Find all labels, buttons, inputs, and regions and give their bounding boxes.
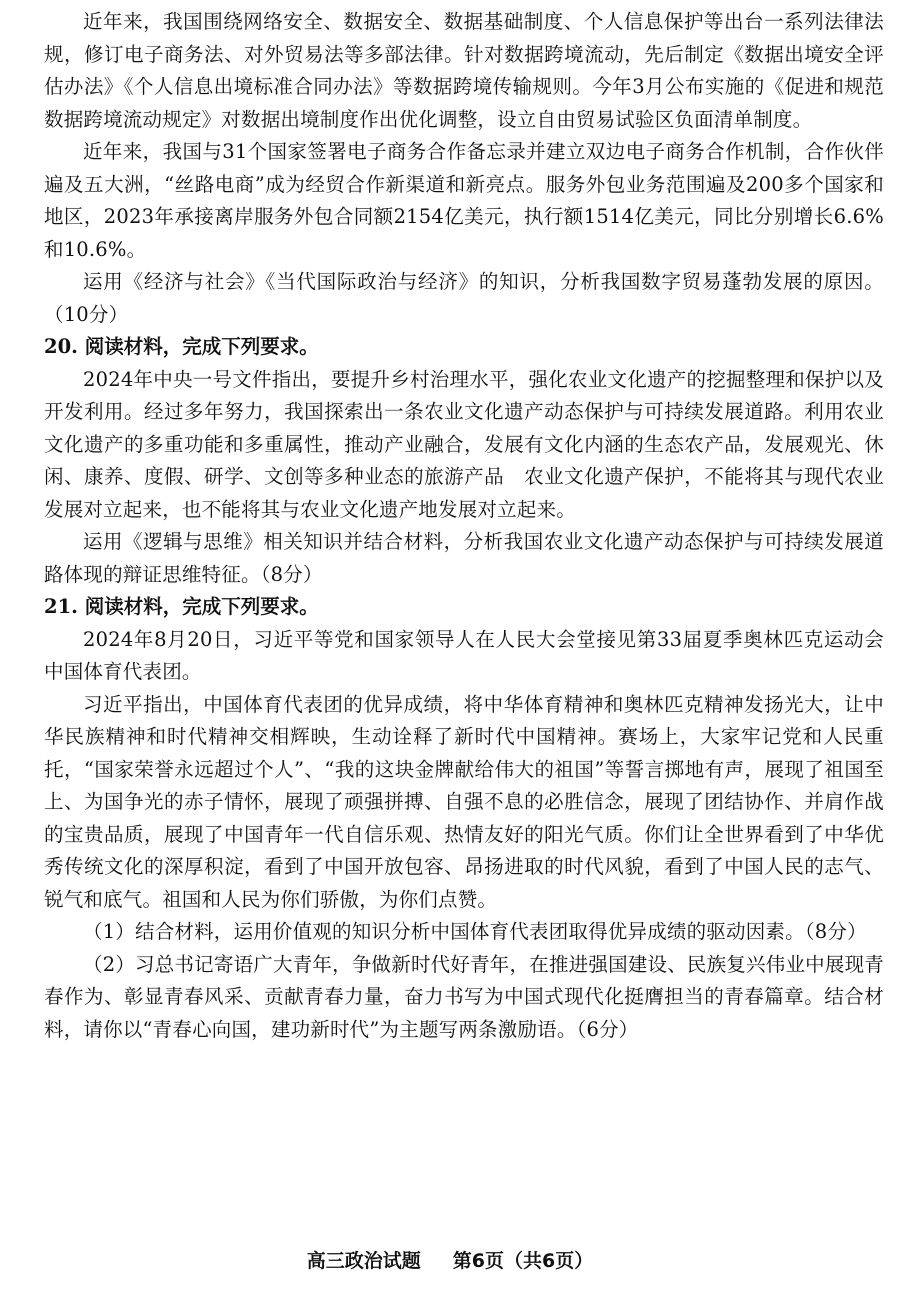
footer-title: 高三政治试题	[306, 1250, 421, 1272]
material-paragraph-2: 近年来，我国与31个国家签署电子商务合作备忘录并建立双边电子商务合作机制，合作伙伴遍及五大洲，“丝路电商”成为经贸合作新渠道和新亮点。服务外包业务范围遍及200多个国家和地区，2023年承接离岸服务外包合同额2154亿美元，执行额1514亿美元，同比分别增长6.6%和10.6%。	[44, 140, 884, 261]
exam-page	[44, 6, 884, 1046]
question-20-requirement: 运用《逻辑与思维》相关知识并结合材料，分析我国农业文化遗产动态保护与可持续发展道路体现的辩证思维特征。（8分）	[44, 530, 884, 586]
question-21-sub-1: （1）结合材料，运用价值观的知识分析中国体育代表团取得优异成绩的驱动因素。（8分）	[83, 920, 867, 943]
question-21-material-2: 习近平指出，中国体育代表团的优异成绩，将中华体育精神和奥林匹克精神发扬光大，让中华民族精神和时代精神交相辉映，生动诠释了新时代中国精神。赛场上，大家牢记党和人民重托，“国家荣誉永远超过个人”、“我的这块金牌献给伟大的祖国”等誓言掷地有声，展现了祖国至上、为国争光的赤子情怀，展现了顽强拼搏、自强不息的必胜信念，展现了团结协作、并肩作战的宝贵品质，展现了中国青年一代自信乐观、热情友好的阳光气质。你们让全世界看到了中华优秀传统文化的深厚积淀，看到了中国开放包容、昂扬进取的时代风貌，看到了中国人民的志气、锐气和底气。祖国和人民为你们骄傲，为你们点赞。	[44, 692, 884, 911]
material-paragraph-1: 近年来，我国围绕网络安全、数据安全、数据基础制度、个人信息保护等出台一系列法律法规，修订电子商务法、对外贸易法等多部法律。针对数据跨境流动，先后制定《数据出境安全评估办法》《个人信息出境标准合同办法》等数据跨境传输规则。今年3月公布实施的《促进和规范数据跨境流动规定》对数据出境制度作出优化调整，设立自由贸易试验区负面清单制度。	[44, 10, 884, 131]
question-21-sub-2: （2）习总书记寄语广大青年，争做新时代好青年，在推进强国建设、民族复兴伟业中展现青春作为、彰显青春风采、贡献青春力量，奋力书写为中国式现代化挺膺担当的青春篇章。结合材料，请你以“青春心向国，建功新时代”为主题写两条激励语。（6分）	[44, 952, 884, 1041]
question-20-material: 2024年中央一号文件指出，要提升乡村治理水平，强化农业文化遗产的挖掘整理和保护以及开发利用。经过多年努力，我国探索出一条农业文化遗产动态保护与可持续发展道路。利用农业文化遗产的多重功能和多重属性，推动产业融合，发展有文化内涵的生态农产品，发展观光、休闲、康养、度假、研学、文创等多种业态的旅游产品 农业文化遗产保护，不能将其与现代农业发展对立起来，也不能将其与农业文化遗产地发展对立起来。	[44, 367, 884, 521]
question-21-material-1: 2024年8月20日，习近平等党和国家领导人在人民大会堂接见第33届夏季奥林匹克运动会中国体育代表团。	[44, 627, 884, 683]
footer-page-number: 第6页（共6页）	[452, 1250, 594, 1272]
question-21-heading: 21. 阅读材料，完成下列要求。	[44, 595, 319, 618]
page-footer	[0, 1246, 900, 1273]
question-20-heading: 20. 阅读材料，完成下列要求。	[44, 335, 319, 358]
question-19-requirement: 运用《经济与社会》《当代国际政治与经济》的知识，分析我国数字贸易蓬勃发展的原因。（10分）	[44, 270, 884, 326]
